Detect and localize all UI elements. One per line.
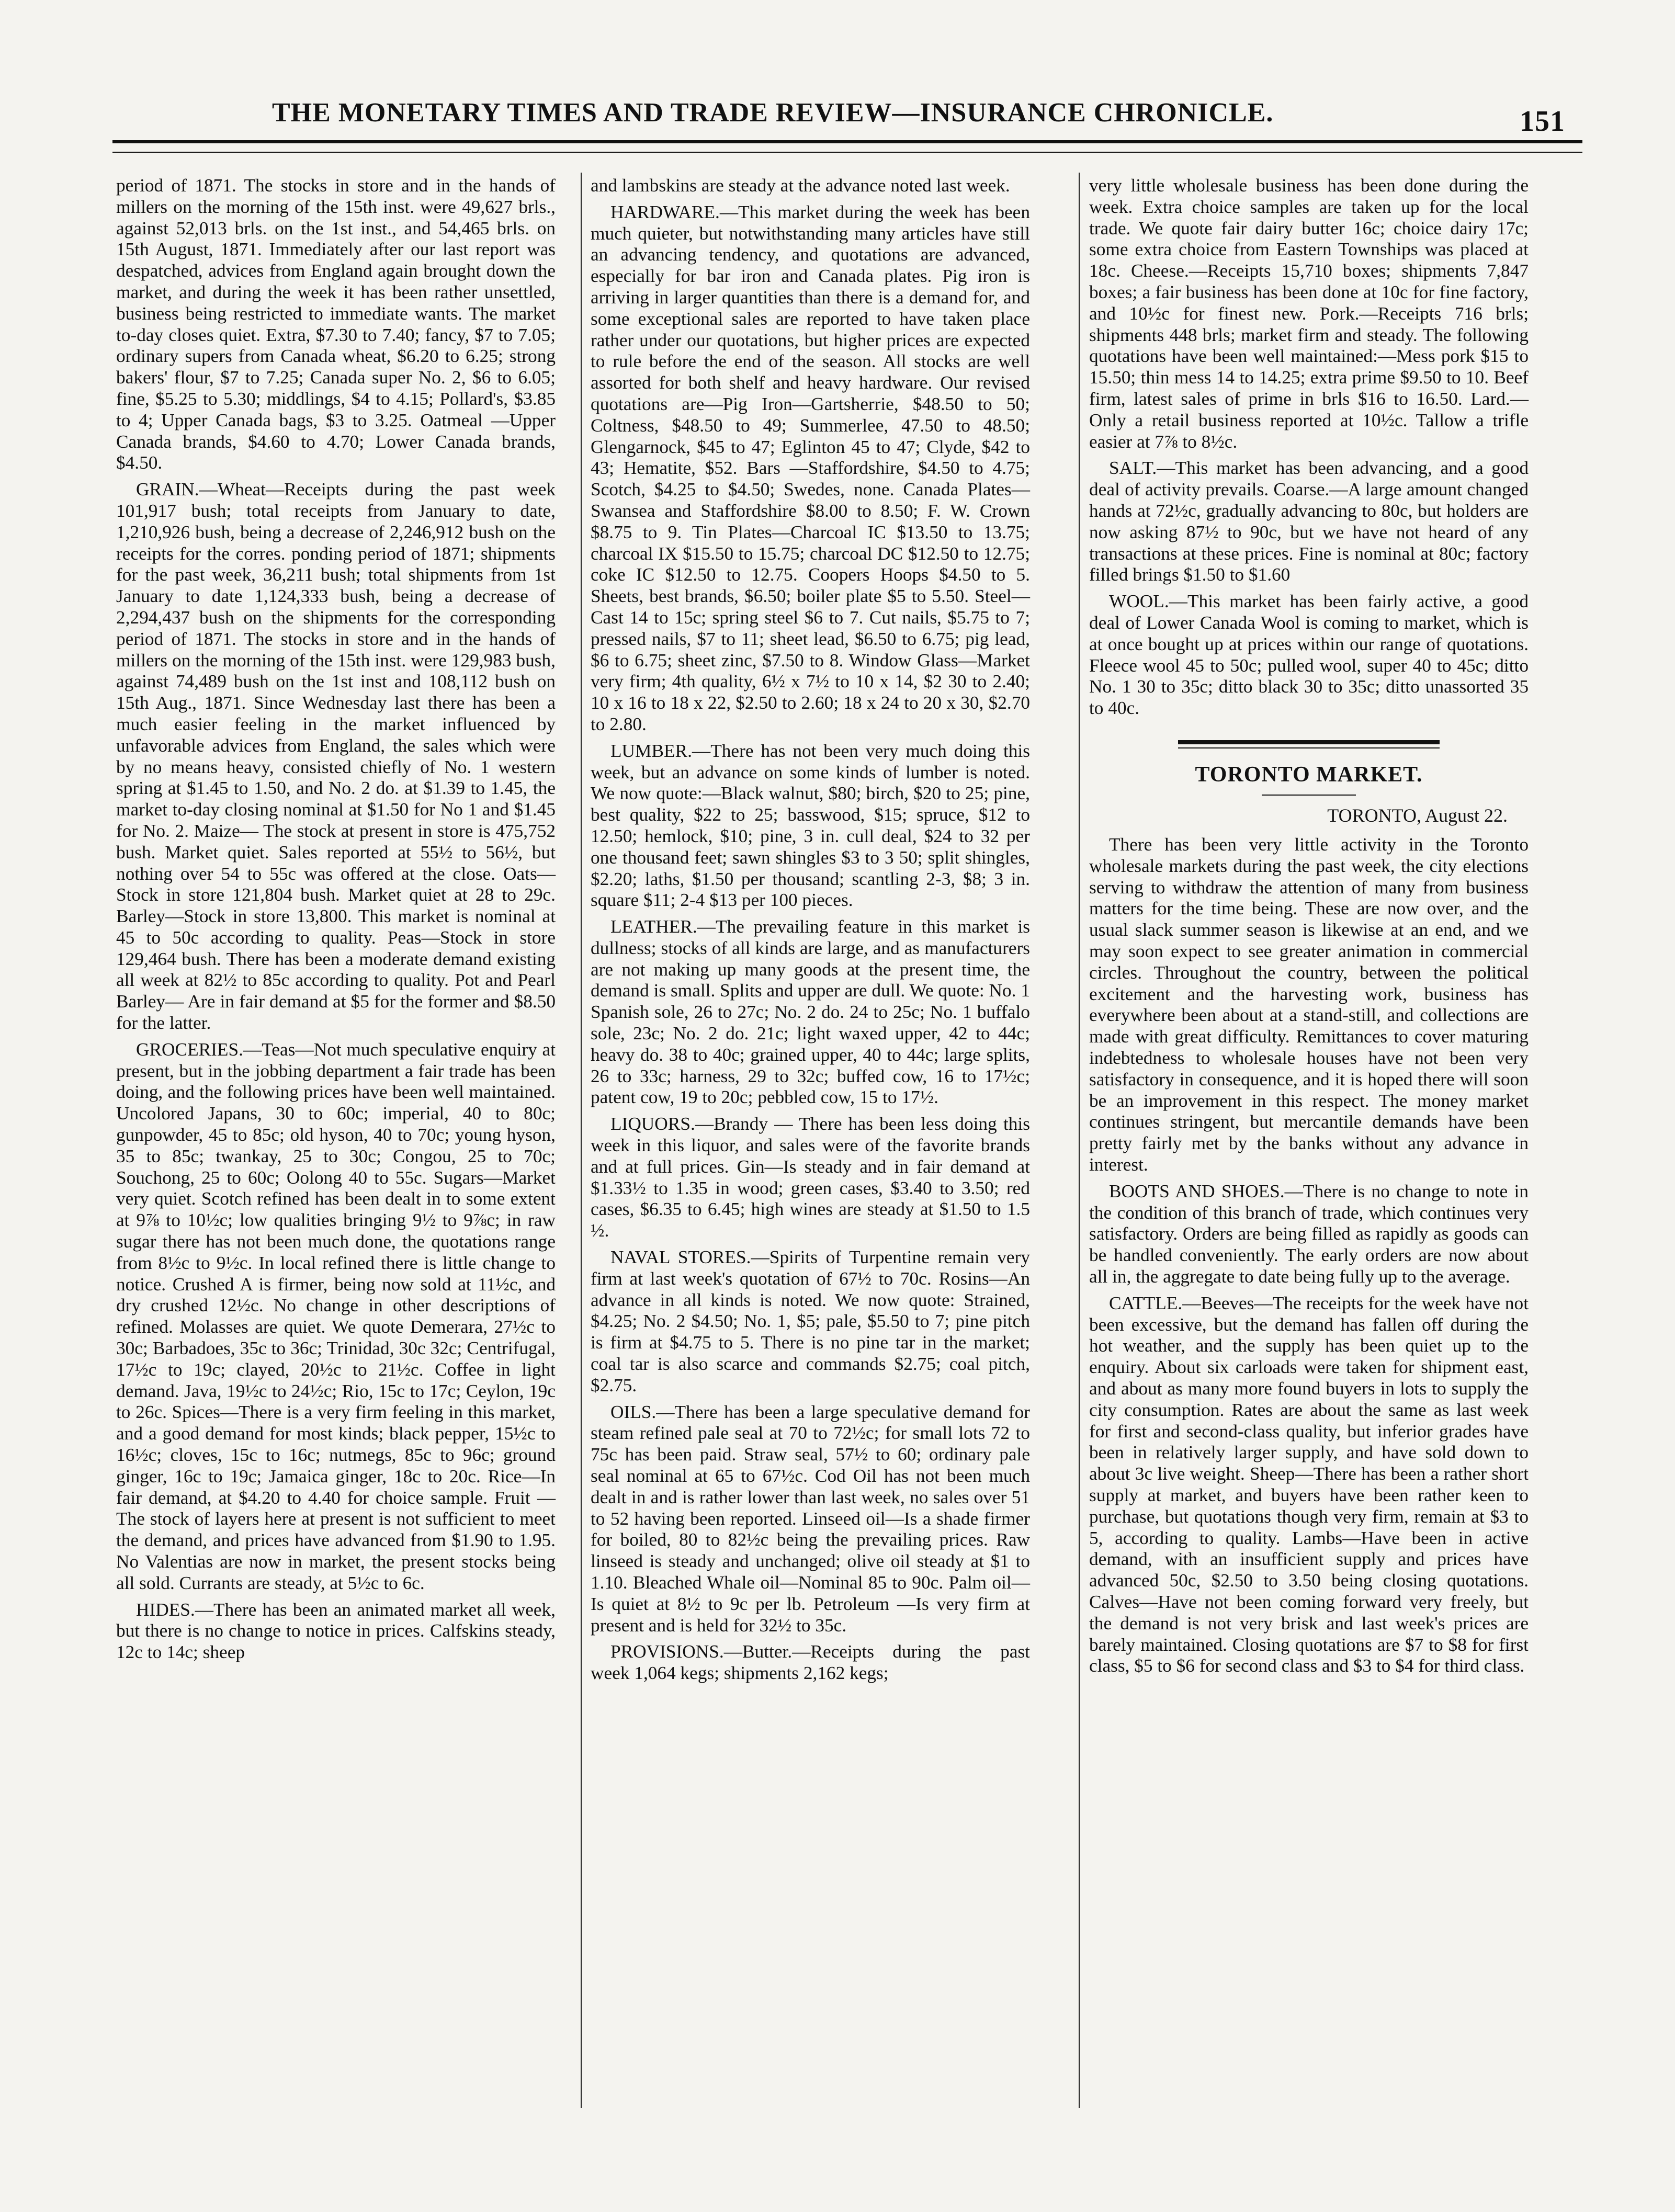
flour-paragraph: period of 1871. The stocks in store and in the hands of millers on the morning of the 15th inst. were 49,627 brls., against 52,013 brls. on the 1st inst., and 54,465 brls. on 15th August, 1871. Immediately after our last report was despatched, advices from England again brought down the market, and during the week it has been rather unsettled, business being restricted to immediate wants. The market to-day closes quiet. Extra, $7.30 to 7.40; fancy, $7 to 7.05; ordinary supers from Canada wheat, $6.20 to 6.25; strong bakers' flour, $7 to 7.25; Canada super No. 2, $6 to 6.05; fine, $5.25 to 5.30; middlings, $4 to 4.15; Pollard's, $3.85 to 4; Upper Canada bags, $3 to 3.25. Oatmeal —Upper Canada brands, $4.60 to 4.70; Lower Canada brands, $4.50. [116,175,556,473]
column-divider-2 [1079,173,1080,2108]
section-rule-thick [1178,740,1440,744]
toronto-intro-paragraph: There has been very little activity in the Toronto wholesale markets during the past week, the city elections serving to withdraw the attention of many from business matters for the time being. These are now over, and the usual slack summer season is likewise at an end, and we may soon expect to see greater animation in commercial circles. Throughout the country, between the political excitement and the harvesting work, business has everywhere been about at a stand-still, and collections are made with great difficulty. Remittances to cover maturing indebtedness to wholesale houses have not been very satisfactory in consequence, and it is hoped there will soon be an improvement in this respect. The money market continues stringent, but mercantile demands have been pretty fairly met by the banks without any advance in interest. [1089,834,1529,1175]
wool-paragraph: WOOL.—This market has been fairly active, a good deal of Lower Canada Wool is coming to market, which is at once bought up at prices within our range of quotations. Fleece wool 45 to 50c; pulled wool, super 40 to 45c; ditto No. 1 30 to 35c; ditto black 30 to 35c; ditto unassorted 35 to 40c. [1089,591,1529,719]
groceries-paragraph: GROCERIES.—Teas—Not much speculative enquiry at present, but in the jobbing department a fair trade has been doing, and the following prices have been well maintained. Uncolored Japans, 30 to 60c; imperial, 40 to 80c; gunpowder, 45 to 85c; old hyson, 40 to 70c; young hyson, 35 to 85c; twankay, 25 to 30c; Congou, 25 to 70c; Souchong, 25 to 60c; Oolong 40 to 55c. Sugars—Market very quiet. Scotch refined has been dealt in to some extent at 9⅞ to 10½c; low qualities bringing 9½ to 9⅞c; in raw sugar there has not been much done, the quotations range from 8½c to 9½c. In local refined there is little change to notice. Crushed A is firmer, being now sold at 11½c, and dry crushed 12½c. No change in other descriptions of refined. Molasses are quiet. We quote Demerara, 27½c to 30c; Barbadoes, 35c to 36c; Trinidad, 30c 32c; Centrifugal, 17½c to 19c; clayed, 20½c to 21½c. Coffee in light demand. Java, 19½c to 24½c; Rio, 15c to 17c; Ceylon, 19c to 26c. Spices—There is a very firm feeling in this market, and a good demand for most kinds; black pepper, 15½c to 16½c; cloves, 15c to 16c; nutmegs, 85c to 96c; ground ginger, 16c to 19c; Jamaica ginger, 18c to 20c. Rice—In fair demand, at $4.20 to 4.40 for choice sample. Fruit —The stock of layers here at present is not sufficient to meet the demand, and prices have advanced from $1.90 to 1.95. No Valentias are now in market, the present stocks being all sold. Currants are steady, at 5½c to 6c. [116,1039,556,1593]
salt-paragraph: SALT.—This market has been advancing, and a good deal of activity prevails. Coarse.—A large amount changed hands at 72½c, gradually advancing to 80c, but holders are now asking 87½ to 90c, but we have not heard of any transactions at these prices. Fine is nominal at 80c; factory filled brings $1.50 to $1.60 [1089,458,1529,585]
journal-title: THE MONETARY TIMES AND TRADE REVIEW—INSURANCE CHRONICLE. [272,98,1274,128]
toronto-market-heading: TORONTO MARKET. [1195,762,1423,787]
naval-stores-paragraph: NAVAL STORES.—Spirits of Turpentine remain very firm at last week's quotation of 67½ to 70c. Rosins—An advance in all kinds is noted. We now quote: Strained, $4.25; No. 2 $4.50; No. 1, $5; pale, $5.50 to 7; pine pitch is firm at $4.75 to 5. There is no pine tar in the market; coal tar is also scarce and commands $2.75; coal pitch, $2.75. [591,1247,1030,1396]
section-rule-short [1262,795,1356,796]
column-1 [116,175,556,1669]
leather-paragraph: LEATHER.—The prevailing feature in this market is dullness; stocks of all kinds are large, and as manufacturers are not making up many goods at the present time, the demand is small. Splits and upper are dull. We quote: No. 1 Spanish sole, 26 to 27c; No. 2 do. 24 to 25c; No. 1 buffalo sole, 23c; No. 2 do. 21c; light waxed upper, 42 to 44c; heavy do. 38 to 40c; grained upper, 40 to 44c; large splits, 26 to 33c; harness, 29 to 32c; buffed cow, 16 to 17½c; patent cow, 19 to 20c; pebbled cow, 15 to 17½. [591,916,1030,1108]
lumber-paragraph: LUMBER.—There has not been very much doing this week, but an advance on some kinds of lumber is noted. We now quote:—Black walnut, $80; birch, $20 to 25; pine, best quality, $22 to 25; basswood, $15; spruce, $12 to 12.50; hemlock, $10; pine, 3 in. cull deal, $24 to 32 per one thousand feet; sawn shingles $3 to 3 50; split shingles, $2.20; laths, $1.50 per thousand; scantling 2-3, $8; 3 in. square $11; 2-4 $13 per 100 pieces. [591,740,1030,911]
boots-and-shoes-paragraph: BOOTS AND SHOES.—There is no change to note in the condition of this branch of trade, which continues very satisfactory. Orders are being filled as rapidly as goods can be handled conveniently. The early orders are now about all in, the aggregate to date being fully up to the average. [1089,1181,1529,1287]
lambskins-paragraph: and lambskins are steady at the advance noted last week. [591,175,1010,196]
column-2 [591,175,1030,1689]
oils-paragraph: OILS.—There has been a large speculative demand for steam refined pale seal at 70 to 72½c; for small lots 72 to 75c has been paid. Straw seal, 57½ to 60; ordinary pale seal nominal at 65 to 67½c. Cod Oil has not been much dealt in and is rather lower than last week, no sales over 51 to 52 having been reported. Linseed oil—Is a shade firmer for boiled, 80 to 82½c being the prevailing prices. Raw linseed is steady and unchanged; olive oil steady at $1 to 1.10. Bleached Whale oil—Nominal 85 to 90c. Palm oil—Is quiet at 8½ to 9c per lb. Petroleum —Is very firm at present and is held for 32½ to 35c. [591,1401,1030,1636]
column-3 [1089,175,1529,1682]
grain-paragraph: GRAIN.—Wheat—Receipts during the past week 101,917 bush; total receipts from January to date, 1,210,926 bush, being a decrease of 2,246,912 bush on the receipts for the corres. ponding period of 1871; shipments for the past week, 36,211 bush; total shipments from 1st January to date 1,124,333 bush, being a decrease of 2,294,437 bush on the shipments for the corresponding period of 1871. The stocks in store and in the hands of millers on the morning of the 15th inst. were 129,983 bush, against 74,489 bush on the 1st inst and 108,112 bush on 15th Aug., 1871. Since Wednesday last there has been a much easier feeling in the market influenced by unfavorable advices from England, the sales which were by no means heavy, consisted chiefly of No. 1 western spring at $1.45 to 1.50, and No. 2 do. at $1.39 to 1.45, the market to-day closing nominal at $1.50 for No 1 and $1.45 for No. 2. Maize— The stock at present in store is 475,752 bush. Market quiet. Sales reported at 55½ to 56½, but nothing over 54 to 55c was offered at the close. Oats—Stock in store 121,804 bush. Market quiet at 28 to 29c. Barley—Stock in store 13,800. This market is nominal at 45 to 50c according to quality. Peas—Stock in store 129,464 bush. There has been a moderate demand existing all week at 82½ to 85c according to quality. Pot and Pearl Barley— Are in fair demand at $5 for the former and $8.50 for the latter. [116,479,556,1034]
toronto-dateline: TORONTO, August 22. [1327,805,1508,826]
cattle-paragraph: CATTLE.—Beeves—The receipts for the week have not been excessive, but the demand has fallen off during the hot weather, and the supply has been quiet up to the enquiry. About six carloads were taken for shipment east, and about as many more found buyers in lots to supply the city consumption. Rates are about the same as last week for first and second-class quality, but inferior grades have been in relatively larger supply, and have sold down to about 3c live weight. Sheep—There has been a rather short supply at market, and buyers have been rather keen to purchase, but quotations though very firm, remain at $3 to 5, according to quality. Lambs—Have been in active demand, with an insufficient supply and prices have advanced 50c, $2.50 to 3.50 being closing quotations. Calves—Have not been coming forward very freely, but the demand is not very brisk and last week's prices are barely maintained. Closing quotations are $7 to $8 for first class, $5 to $6 for second class and $3 to $4 for third class. [1089,1292,1529,1676]
section-rule-thin [1178,747,1440,748]
hardware-paragraph: HARDWARE.—This market during the week has been much quieter, but notwithstanding many articles have still an advancing tendency, and quotations are advanced, especially for bar iron and Canada plates. Pig iron is arriving in larger quantities than there is a demand for, and some exceptional sales are reported to have taken place rather under our quotations, but higher prices are expected to rule before the end of the season. All stocks are well assorted for both shelf and heavy hardware. Our revised quotations are—Pig Iron—Gartsherrie, $48.50 to 50; Coltness, $48.50 to 49; Summerlee, 47.50 to 48.50; Glengarnock, $45 to 47; Eglinton 45 to 47; Clyde, $42 to 43; Hematite, $52. Bars —Staffordshire, $4.50 to 4.75; Scotch, $4.25 to $4.50; Swedes, none. Canada Plates—Swansea and Staffordshire $8.00 to 8.50; F. W. Crown $8.75 to 9. Tin Plates—Charcoal IC $13.50 to 13.75; charcoal IX $15.50 to 15.75; charcoal DC $12.50 to 12.75; coke IC $12.50 to 12.75. Coopers Hoops $4.50 to 5. Sheets, best brands, $6.50; boiler plate $5 to 5.50. Steel— Cast 14 to 15c; spring steel $6 to 7. Cut nails, $5.75 to 7; pressed nails, $7 to 11; sheet lead, $6.50 to 6.75; pig lead, $6 to 6.75; sheet zinc, $7.50 to 8. Window Glass—Market very firm; 4th quality, 6½ x 7½ to 10 x 14, $2 30 to 2.40; 10 x 16 to 18 x 22, $2.50 to 2.60; 18 x 24 to 20 x 30, $2.70 to 2.80. [591,201,1030,734]
butter-continued-paragraph: very little wholesale business has been done during the week. Extra choice samples are taken up for the local trade. We quote fair dairy butter 16c; choice dairy 17c; some extra choice from Eastern Townships was placed at 18c. Cheese.—Receipts 15,710 boxes; shipments 7,847 boxes; a fair business has been done at 10c for fine factory, and 10½c for finest new. Pork.—Receipts 716 brls; shipments 448 brls; market firm and steady. The following quotations have been well maintained:—Mess pork $15 to 15.50; thin mess 14 to 14.25; extra prime $9.50 to 10. Beef firm, latest sales of prime in brls $16 to 16.50. Lard.—Only a retail business reported at 10½c. Tallow a trifle easier at 7⅞ to 8½c. [1089,175,1529,452]
header-rule-thick [112,140,1582,143]
header-rule-thin [112,152,1582,153]
liquors-paragraph: LIQUORS.—Brandy — There has been less doing this week in this liquor, and sales were of the favorite brands and at full prices. Gin—Is steady and in fair demand at $1.33½ to 1.35 in wood; green cases, $3.40 to 3.50; red cases, $6.35 to 6.45; high wines are steady at $1.50 to 1.5 ½. [591,1114,1030,1241]
page-number: 151 [1520,105,1565,138]
hides-paragraph: HIDES.—There has been an animated market all week, but there is no change to notice in prices. Calfskins steady, 12c to 14c; sheep [116,1599,556,1663]
column-divider-1 [581,173,582,2108]
provisions-paragraph: PROVISIONS.—Butter.—Receipts during the past week 1,064 kegs; shipments 2,162 kegs; [591,1641,1030,1684]
